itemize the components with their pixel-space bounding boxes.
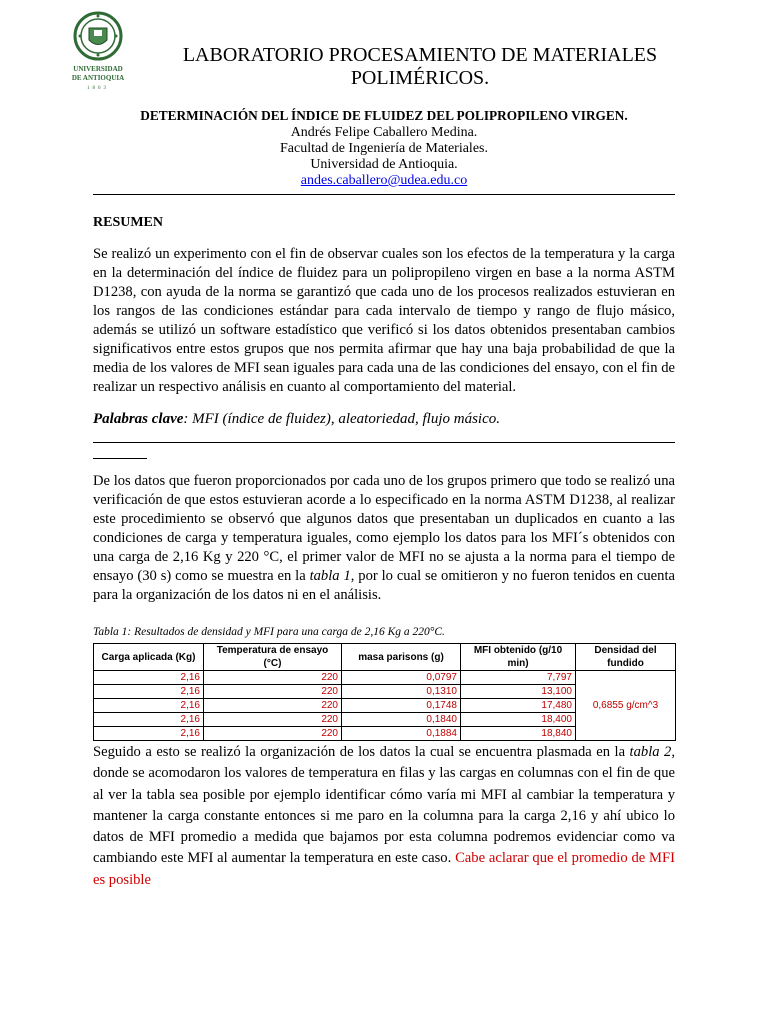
table-cell: 2,16 <box>94 713 204 727</box>
table-cell: 18,400 <box>461 713 576 727</box>
table-cell: 0,1748 <box>342 699 461 713</box>
table-cell: 7,797 <box>461 671 576 685</box>
table-cell: 18,840 <box>461 727 576 741</box>
paper-subtitle: DETERMINACIÓN DEL ÍNDICE DE FLUIDEZ DEL POLIPROPILENO VIRGEN. <box>140 108 628 123</box>
table-cell: 220 <box>204 671 342 685</box>
divider-middle <box>93 442 675 443</box>
divider-short <box>93 458 147 459</box>
lab-title-line2: POLIMÉRICOS. <box>350 67 490 89</box>
table-cell: 220 <box>204 727 342 741</box>
para2-red-note: Cabe aclarar que el promedio de MFI es posible <box>93 850 676 888</box>
para1-table-ref: tabla 1 <box>309 568 351 584</box>
logo-year: 1803 <box>87 86 109 91</box>
body-paragraph-2 <box>93 742 675 891</box>
table-cell: 2,16 <box>94 727 204 741</box>
logo-text-1: UNIVERSIDAD <box>73 65 123 73</box>
table1-header: masa parisons (g) <box>342 644 461 671</box>
table1-header: Temperatura de ensayo (°C) <box>204 644 342 671</box>
density-cell: 0,6855 g/cm^3 <box>576 671 676 741</box>
logo-text-2: DE ANTIOQUIA <box>72 74 124 82</box>
table-cell: 2,16 <box>94 671 204 685</box>
table1-header-row <box>94 644 676 671</box>
table-cell: 0,1310 <box>342 685 461 699</box>
shield-emblem-icon <box>75 13 121 59</box>
lab-title-line1: LABORATORIO PROCESAMIENTO DE MATERIALES <box>182 44 658 66</box>
keywords <box>93 411 500 428</box>
para2-text-a: Seguido a esto se realizó la organización de los datos la cual se encuentra plasmada en la <box>93 744 630 760</box>
body-paragraph-1 <box>93 472 675 605</box>
para2-table-ref: tabla 2, <box>629 744 675 760</box>
table-cell: 0,0797 <box>342 671 461 685</box>
para1-text-a: De los datos que fueron proporcionados por cada uno de los grupos primero que todo se realizó una verificación de que estos estuvieran acorde a lo especificado en la norma ASTM D1238, al realizar este procedimiento se observó que algunos datos que presentaban un duplicados en cuanto a las condiciones de carga y temperatura iguales, como ejemplo los datos para los MFI´s obtenidos con una carga de 2,16 Kg y 220 °C, el primer valor de MFI no se ajusta a la norma para el tiempo de ensayo (30 s) como se muestra en la <box>93 473 675 584</box>
table-cell: 220 <box>204 685 342 699</box>
divider-top <box>93 194 675 195</box>
keywords-text: : MFI (índice de fluidez), aleatoriedad, flujo másico. <box>183 411 501 427</box>
university-logo <box>72 8 124 98</box>
table-cell: 220 <box>204 713 342 727</box>
author-name: Andrés Felipe Caballero Medina. <box>290 125 478 140</box>
email-row <box>93 172 675 189</box>
abstract-text: Se realizó un experimento con el fin de observar cuales son los efectos de la temperatura y la carga en la determinación del índice de fluidez para un polipropileno virgen en base a la norma ASTM D1238, con ayuda de la norma se garantizó que cada uno de los procesos realizados estuvieran en los rangos de las condiciones estándar para cada intervalo de tiempo y rango de flujo másico, además se utilizó un software estadístico que verificó si los datos obtenidos presentaban cambios significativos entre estos grupos que nos permita afirmar que hay una baja probabilidad de que la media de los valores de MFI sean iguales para cada una de las condiciones del ensayo, con el fin de realizar un respectivo análisis en cuanto al comportamiento del material. <box>93 246 675 395</box>
table1-header: Densidad del fundido <box>576 644 676 671</box>
table-cell: 220 <box>204 699 342 713</box>
table1-caption: Tabla 1: Resultados de densidad y MFI para una carga de 2,16 Kg a 220°C. <box>93 626 445 638</box>
table-cell: 13,100 <box>461 685 576 699</box>
table1 <box>93 643 676 741</box>
table1-header: Carga aplicada (Kg) <box>94 644 204 671</box>
para2-text-b: donde se acomodaron los valores de temperatura en filas y las cargas en columnas con el fin de que al ver la tabla sea posible por ejemplo identificar cómo varía mi MFI al cambiar la temperatura y mantener la carga constante entonces si me paro en la columna para la carga 2,16 y ahí ubico lo datos de MFI promedio a medida que bajamos por esta columna podremos evidenciar como va cambiando este MFI al aumentar la temperatura en este caso. <box>93 765 675 867</box>
table-cell: 17,480 <box>461 699 576 713</box>
university-name: Universidad de Antioquia. <box>310 157 458 172</box>
table-row <box>94 671 676 685</box>
keywords-label: Palabras clave <box>93 411 184 427</box>
faculty-name: Facultad de Ingeniería de Materiales. <box>280 141 488 156</box>
abstract-heading: RESUMEN <box>93 215 164 230</box>
table-cell: 0,1884 <box>342 727 461 741</box>
table-cell: 2,16 <box>94 685 204 699</box>
table1-header: MFI obtenido (g/10 min) <box>461 644 576 671</box>
table-cell: 0,1840 <box>342 713 461 727</box>
email-link[interactable]: andes.caballero@udea.edu.co <box>300 173 468 188</box>
para1-text-b: , por lo cual se omitieron y no fueron tenidos en cuenta para la organización de los datos ni en el análisis. <box>93 568 675 603</box>
table-cell: 2,16 <box>94 699 204 713</box>
lab-title <box>140 44 700 90</box>
